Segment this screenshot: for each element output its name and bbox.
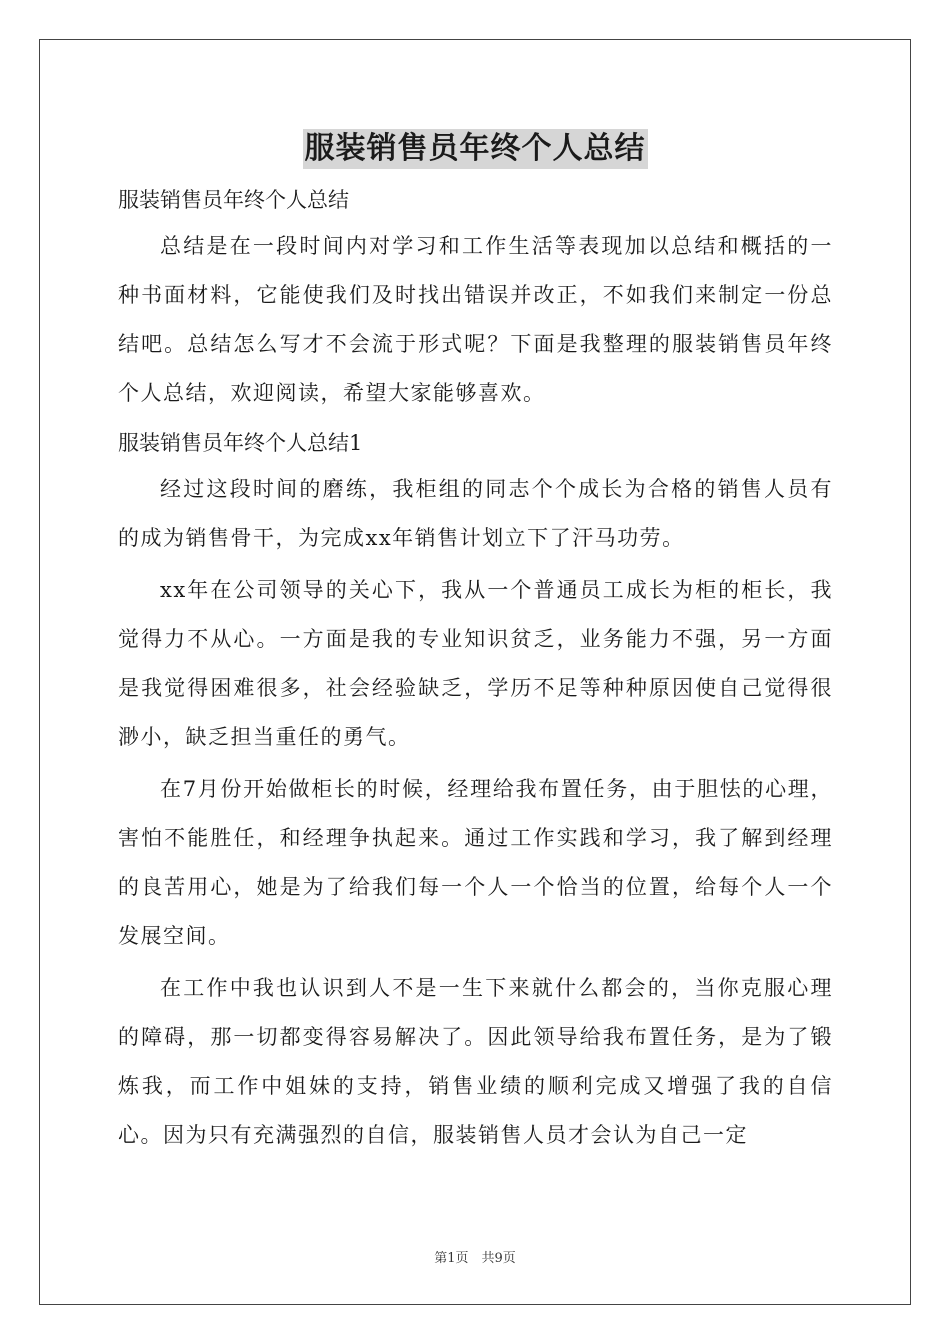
- body-paragraph: xx年在公司领导的关心下，我从一个普通员工成长为柜的柜长，我觉得力不从心。一方面是我的专业知识贫乏，业务能力不强，另一方面是我觉得困难很多，社会经验缺乏，学历不足等种种原因使自己觉得很渺小，缺乏担当重任的勇气。: [118, 578, 833, 749]
- section-heading: 服装销售员年终个人总结1: [118, 431, 363, 455]
- page-footer: 第1页 共9页: [434, 1251, 516, 1266]
- document-title: [0, 128, 950, 169]
- document-title-text: 服装销售员年终个人总结: [303, 129, 648, 169]
- body-paragraph: 在7月份开始做柜长的时候，经理给我布置任务，由于胆怯的心理，害怕不能胜任，和经理争执起来。通过工作实践和学习，我了解到经理的良苦用心，她是为了给我们每一个人一个恰当的位置，给每个人一个发展空间。: [118, 777, 833, 948]
- body-paragraph: 经过这段时间的磨练，我柜组的同志个个成长为合格的销售人员有的成为销售骨干，为完成xx年销售计划立下了汗马功劳。: [118, 477, 833, 550]
- body-paragraph: 在工作中我也认识到人不是一生下来就什么都会的，当你克服心理的障碍，那一切都变得容易解决了。因此领导给我布置任务，是为了锻炼我，而工作中姐妹的支持，销售业绩的顺利完成又增强了我的自信心。因为只有充满强烈的自信，服装销售人员才会认为自己一定: [118, 976, 833, 1147]
- document-body: [118, 178, 833, 1160]
- intro-paragraph: 总结是在一段时间内对学习和工作生活等表现加以总结和概括的一种书面材料，它能使我们及时找出错误并改正，不如我们来制定一份总结吧。总结怎么写才不会流于形式呢？下面是我整理的服装销售员年终个人总结，欢迎阅读，希望大家能够喜欢。: [118, 234, 833, 405]
- document-subtitle: 服装销售员年终个人总结: [118, 188, 349, 212]
